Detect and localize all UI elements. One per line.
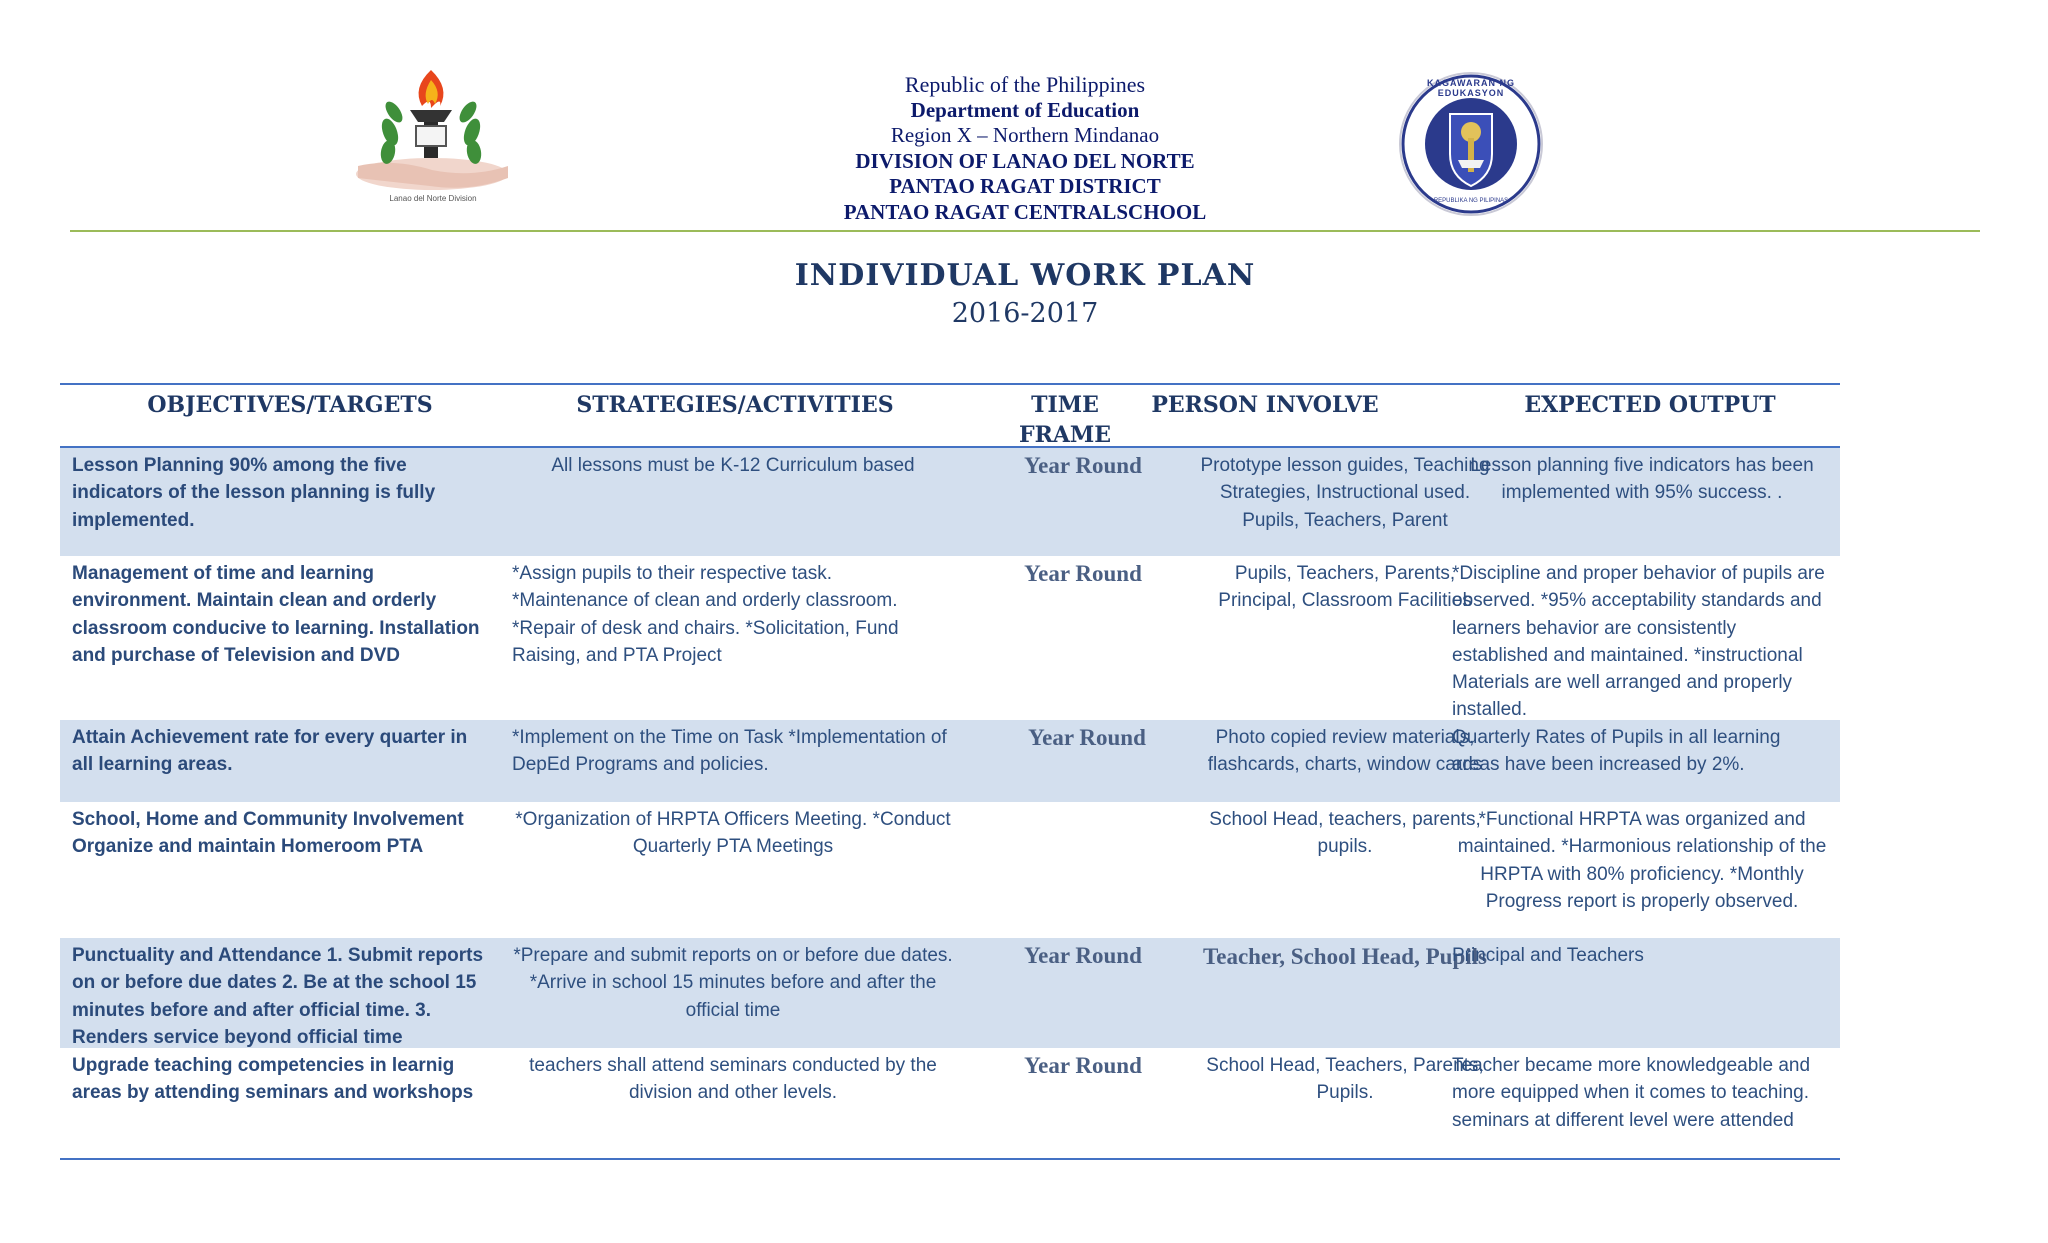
time-frame-cell: Year Round bbox=[1024, 1053, 1142, 1078]
person-cell: Teacher, School Head, Pupils bbox=[1203, 944, 1487, 969]
output-cell: Principal and Teachers bbox=[1452, 945, 1644, 966]
header-divider bbox=[70, 230, 1980, 232]
division-logo bbox=[352, 66, 514, 208]
table-row bbox=[60, 448, 1840, 556]
table-header-row bbox=[60, 384, 1840, 448]
output-cell: Quarterly Rates of Pupils in all learning areas have been increased by 2%. bbox=[1452, 727, 1781, 776]
header-expected-output: EXPECTED OUTPUT bbox=[1524, 392, 1776, 418]
strategy-cell: *Assign pupils to their respective task. *Maintenance of clean and orderly classroom. *Repair of desk and chairs. *Solicitation, Fund Raising, and PTA Project bbox=[512, 563, 899, 666]
output-cell: Teacher became more knowledgeable and more equipped when it comes to teaching. seminars at different level were attended bbox=[1452, 1055, 1811, 1131]
output-cell: *Discipline and proper behavior of pupils are observed. *95% acceptability standards and learners behavior are consistently established and maintained. *instructional Materials are well arranged and properly installed. bbox=[1452, 563, 1825, 721]
objective-cell: Lesson Planning 90% among the five indicators of the lesson planning is fully implemented. bbox=[72, 455, 436, 531]
time-frame-cell: Year Round bbox=[1024, 453, 1142, 478]
table-row bbox=[60, 556, 1840, 720]
time-frame-cell: Year Round bbox=[1028, 725, 1146, 750]
header-strategies: STRATEGIES/ACTIVITIES bbox=[576, 392, 894, 418]
document-header bbox=[0, 0, 2048, 236]
department-line: Department of Education bbox=[910, 97, 1140, 122]
strategy-cell: *Prepare and submit reports on or before due dates. *Arrive in school 15 minutes before and after the official time bbox=[513, 945, 953, 1021]
objective-cell: Attain Achievement rate for every quarter in all learning areas. bbox=[72, 727, 468, 776]
table-bottom-rule bbox=[60, 1158, 1840, 1160]
strategy-cell: teachers shall attend seminars conducted by the division and other levels. bbox=[529, 1055, 937, 1104]
person-cell: Pupils, Teachers, Parents, Principal, Classroom Facilities bbox=[1218, 563, 1472, 612]
division-logo-caption: Lanao del Norte Division bbox=[389, 194, 477, 203]
school-address-block bbox=[780, 72, 1270, 225]
seal-text-bottom: REPUBLIKA NG PILIPINAS bbox=[1433, 198, 1509, 204]
person-cell: Photo copied review materials, flashcards, charts, window cards bbox=[1207, 727, 1483, 776]
strategy-cell: *Implement on the Time on Task *Implementation of DepEd Programs and policies. bbox=[512, 727, 947, 776]
output-cell: Lesson planning five indicators has been implemented with 95% success. . bbox=[1470, 455, 1814, 504]
header-person-involve: PERSON INVOLVE bbox=[1151, 392, 1379, 418]
person-cell: Prototype lesson guides, Teaching Strategies, Instructional used. Pupils, Teachers, Parent bbox=[1200, 455, 1490, 531]
objective-cell: School, Home and Community Involvement Organize and maintain Homeroom PTA bbox=[72, 809, 464, 858]
table-row bbox=[60, 802, 1840, 938]
district-line: PANTAO RAGAT DISTRICT bbox=[889, 174, 1161, 198]
school-year: 2016-2017 bbox=[951, 298, 1099, 329]
country-line: Republic of the Philippines bbox=[904, 72, 1146, 97]
table-row bbox=[60, 938, 1840, 1048]
school-line: PANTAO RAGAT CENTRALSCHOOL bbox=[843, 199, 1207, 224]
strategy-cell: *Organization of HRPTA Officers Meeting. *Conduct Quarterly PTA Meetings bbox=[515, 809, 951, 858]
region-line: Region X – Northern Mindanao bbox=[890, 123, 1160, 147]
person-cell: School Head, Teachers, Parents, Pupils. bbox=[1206, 1055, 1484, 1104]
document-title: INDIVIDUAL WORK PLAN bbox=[794, 258, 1256, 293]
objective-cell: Management of time and learning environment. Maintain clean and orderly classroom conducive to learning. Installation and purchase of Television and DVD bbox=[72, 563, 480, 666]
person-cell: School Head, teachers, parents, pupils. bbox=[1209, 809, 1481, 858]
time-frame-cell: Year Round bbox=[1024, 561, 1142, 586]
objective-cell: Punctuality and Attendance 1. Submit reports on or before due dates 2. Be at the school 15 minutes before and after official time. 3. Renders service beyond official time bbox=[72, 945, 484, 1048]
header-time-frame: TIME FRAME bbox=[1018, 392, 1112, 448]
strategy-cell: All lessons must be K-12 Curriculum based bbox=[551, 455, 915, 476]
deped-seal bbox=[1398, 68, 1544, 220]
seal-text-top: KAGAWARAN NG EDUKASYON bbox=[1427, 78, 1515, 98]
objective-cell: Upgrade teaching competencies in learnig areas by attending seminars and workshops bbox=[72, 1055, 474, 1104]
division-line: DIVISION OF LANAO DEL NORTE bbox=[855, 148, 1195, 173]
output-cell: *Functional HRPTA was organized and maintained. *Harmonious relationship of the HRPTA with 80% proficiency. *Monthly Progress report is properly observed. bbox=[1457, 809, 1827, 912]
table-row bbox=[60, 720, 1840, 802]
header-objectives: OBJECTIVES/TARGETS bbox=[147, 392, 433, 418]
table-row bbox=[60, 1048, 1840, 1158]
time-frame-cell: Year Round bbox=[1024, 943, 1142, 968]
